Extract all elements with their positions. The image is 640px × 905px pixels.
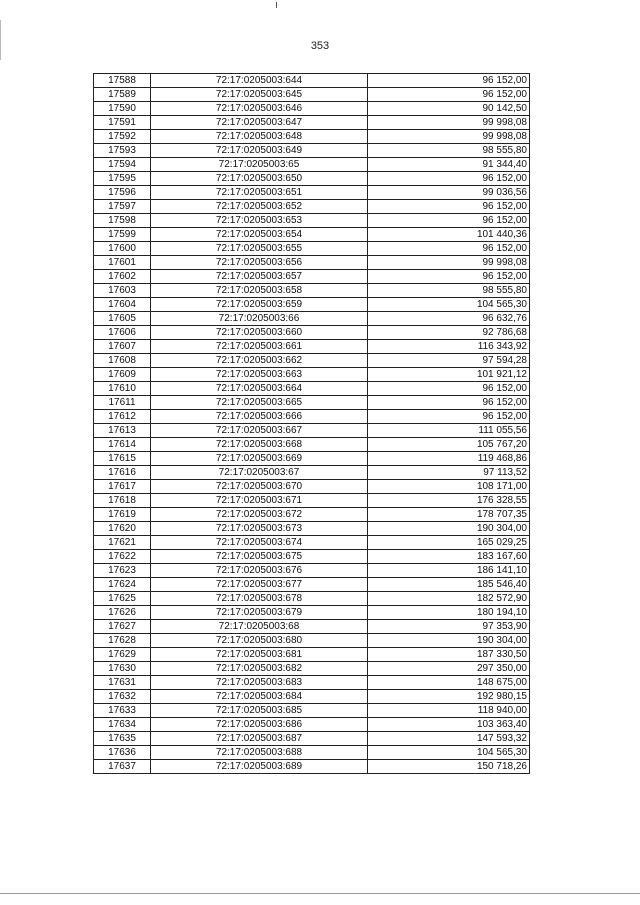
table-row (94, 74, 530, 88)
table-row (94, 620, 530, 634)
cadastral-number-cell: 72:17:0205003:65 (151, 158, 368, 172)
value-cell: 99 998,08 (368, 256, 530, 270)
table-row (94, 648, 530, 662)
cadastral-number-cell: 72:17:0205003:658 (151, 284, 368, 298)
row-number-cell: 17601 (94, 256, 151, 270)
table-row (94, 256, 530, 270)
row-number-cell: 17595 (94, 172, 151, 186)
row-number-cell: 17590 (94, 102, 151, 116)
cadastral-number-cell: 72:17:0205003:689 (151, 760, 368, 774)
value-cell: 96 152,00 (368, 382, 530, 396)
cadastral-number-cell: 72:17:0205003:685 (151, 704, 368, 718)
value-cell: 96 152,00 (368, 172, 530, 186)
value-cell: 96 152,00 (368, 242, 530, 256)
cadastral-number-cell: 72:17:0205003:68 (151, 620, 368, 634)
row-number-cell: 17634 (94, 718, 151, 732)
cadastral-number-cell: 72:17:0205003:667 (151, 424, 368, 438)
table-row (94, 242, 530, 256)
table-row (94, 200, 530, 214)
value-cell: 90 142,50 (368, 102, 530, 116)
row-number-cell: 17615 (94, 452, 151, 466)
cadastral-number-cell: 72:17:0205003:674 (151, 536, 368, 550)
row-number-cell: 17589 (94, 88, 151, 102)
table-row (94, 312, 530, 326)
row-number-cell: 17621 (94, 536, 151, 550)
table-row (94, 102, 530, 116)
row-number-cell: 17614 (94, 438, 151, 452)
cadastral-number-cell: 72:17:0205003:669 (151, 452, 368, 466)
row-number-cell: 17613 (94, 424, 151, 438)
cadastral-number-cell: 72:17:0205003:666 (151, 410, 368, 424)
cadastral-number-cell: 72:17:0205003:682 (151, 662, 368, 676)
value-cell: 96 152,00 (368, 396, 530, 410)
table-row (94, 634, 530, 648)
cadastral-number-cell: 72:17:0205003:659 (151, 298, 368, 312)
cadastral-number-cell: 72:17:0205003:686 (151, 718, 368, 732)
cadastral-number-cell: 72:17:0205003:649 (151, 144, 368, 158)
row-number-cell: 17609 (94, 368, 151, 382)
row-number-cell: 17631 (94, 676, 151, 690)
value-cell: 96 152,00 (368, 88, 530, 102)
table-row (94, 396, 530, 410)
table-row (94, 564, 530, 578)
value-cell: 178 707,35 (368, 508, 530, 522)
row-number-cell: 17637 (94, 760, 151, 774)
value-cell: 116 343,92 (368, 340, 530, 354)
value-cell: 119 468,86 (368, 452, 530, 466)
row-number-cell: 17624 (94, 578, 151, 592)
cadastral-number-cell: 72:17:0205003:660 (151, 326, 368, 340)
cadastral-number-cell: 72:17:0205003:678 (151, 592, 368, 606)
table-row (94, 382, 530, 396)
table-row (94, 410, 530, 424)
value-cell: 297 350,00 (368, 662, 530, 676)
page-bottom-edge (0, 893, 640, 894)
cadastral-number-cell: 72:17:0205003:644 (151, 74, 368, 88)
row-number-cell: 17630 (94, 662, 151, 676)
value-cell: 150 718,26 (368, 760, 530, 774)
table-row (94, 172, 530, 186)
table-row (94, 326, 530, 340)
row-number-cell: 17625 (94, 592, 151, 606)
value-cell: 147 593,32 (368, 732, 530, 746)
table-row (94, 760, 530, 774)
cadastral-number-cell: 72:17:0205003:656 (151, 256, 368, 270)
row-number-cell: 17607 (94, 340, 151, 354)
table-row (94, 186, 530, 200)
row-number-cell: 17636 (94, 746, 151, 760)
table-row (94, 130, 530, 144)
cadastral-number-cell: 72:17:0205003:673 (151, 522, 368, 536)
table-row (94, 158, 530, 172)
value-cell: 192 980,15 (368, 690, 530, 704)
row-number-cell: 17608 (94, 354, 151, 368)
table-row (94, 298, 530, 312)
row-number-cell: 17610 (94, 382, 151, 396)
row-number-cell: 17620 (94, 522, 151, 536)
table-row (94, 690, 530, 704)
value-cell: 99 998,08 (368, 130, 530, 144)
cadastral-number-cell: 72:17:0205003:654 (151, 228, 368, 242)
value-cell: 176 328,55 (368, 494, 530, 508)
table-row (94, 452, 530, 466)
row-number-cell: 17603 (94, 284, 151, 298)
value-cell: 99 036,56 (368, 186, 530, 200)
cadastral-number-cell: 72:17:0205003:661 (151, 340, 368, 354)
cadastral-number-cell: 72:17:0205003:651 (151, 186, 368, 200)
row-number-cell: 17632 (94, 690, 151, 704)
table-row (94, 508, 530, 522)
value-cell: 186 141,10 (368, 564, 530, 578)
page-number: 353 (310, 40, 330, 52)
value-cell: 97 113,52 (368, 466, 530, 480)
row-number-cell: 17597 (94, 200, 151, 214)
table-row (94, 746, 530, 760)
cadastral-number-cell: 72:17:0205003:648 (151, 130, 368, 144)
table-row (94, 606, 530, 620)
value-cell: 96 632,76 (368, 312, 530, 326)
table-row (94, 578, 530, 592)
cadastral-number-cell: 72:17:0205003:668 (151, 438, 368, 452)
value-cell: 97 353,90 (368, 620, 530, 634)
cadastral-number-cell: 72:17:0205003:680 (151, 634, 368, 648)
row-number-cell: 17622 (94, 550, 151, 564)
row-number-cell: 17629 (94, 648, 151, 662)
value-cell: 148 675,00 (368, 676, 530, 690)
cadastral-number-cell: 72:17:0205003:664 (151, 382, 368, 396)
value-cell: 96 152,00 (368, 200, 530, 214)
row-number-cell: 17619 (94, 508, 151, 522)
table-row (94, 718, 530, 732)
table-row (94, 550, 530, 564)
value-cell: 185 546,40 (368, 578, 530, 592)
row-number-cell: 17598 (94, 214, 151, 228)
row-number-cell: 17618 (94, 494, 151, 508)
table-row (94, 522, 530, 536)
row-number-cell: 17600 (94, 242, 151, 256)
cadastral-number-cell: 72:17:0205003:66 (151, 312, 368, 326)
table-row (94, 340, 530, 354)
row-number-cell: 17633 (94, 704, 151, 718)
row-number-cell: 17635 (94, 732, 151, 746)
value-cell: 183 167,60 (368, 550, 530, 564)
value-cell: 104 565,30 (368, 746, 530, 760)
row-number-cell: 17606 (94, 326, 151, 340)
table-row (94, 676, 530, 690)
cadastral-number-cell: 72:17:0205003:653 (151, 214, 368, 228)
cadastral-number-cell: 72:17:0205003:655 (151, 242, 368, 256)
value-cell: 182 572,90 (368, 592, 530, 606)
table-row (94, 284, 530, 298)
cadastral-number-cell: 72:17:0205003:675 (151, 550, 368, 564)
table-row (94, 592, 530, 606)
cadastral-number-cell: 72:17:0205003:652 (151, 200, 368, 214)
cadastral-number-cell: 72:17:0205003:688 (151, 746, 368, 760)
value-cell: 104 565,30 (368, 298, 530, 312)
row-number-cell: 17591 (94, 116, 151, 130)
table-row (94, 228, 530, 242)
value-cell: 92 786,68 (368, 326, 530, 340)
cadastral-number-cell: 72:17:0205003:645 (151, 88, 368, 102)
value-cell: 99 998,08 (368, 116, 530, 130)
cadastral-number-cell: 72:17:0205003:665 (151, 396, 368, 410)
cadastral-number-cell: 72:17:0205003:647 (151, 116, 368, 130)
row-number-cell: 17623 (94, 564, 151, 578)
table-row (94, 270, 530, 284)
value-cell: 96 152,00 (368, 270, 530, 284)
table-row (94, 368, 530, 382)
cadastral-number-cell: 72:17:0205003:657 (151, 270, 368, 284)
value-cell: 108 171,00 (368, 480, 530, 494)
table-row (94, 466, 530, 480)
value-cell: 165 029,25 (368, 536, 530, 550)
cadastral-number-cell: 72:17:0205003:676 (151, 564, 368, 578)
cadastral-number-cell: 72:17:0205003:677 (151, 578, 368, 592)
cadastral-number-cell: 72:17:0205003:679 (151, 606, 368, 620)
value-cell: 101 921,12 (368, 368, 530, 382)
cadastral-number-cell: 72:17:0205003:672 (151, 508, 368, 522)
table-row (94, 704, 530, 718)
row-number-cell: 17605 (94, 312, 151, 326)
value-cell: 190 304,00 (368, 634, 530, 648)
cadastral-number-cell: 72:17:0205003:681 (151, 648, 368, 662)
row-number-cell: 17617 (94, 480, 151, 494)
row-number-cell: 17612 (94, 410, 151, 424)
value-cell: 98 555,80 (368, 284, 530, 298)
value-cell: 96 152,00 (368, 214, 530, 228)
row-number-cell: 17626 (94, 606, 151, 620)
value-cell: 91 344,40 (368, 158, 530, 172)
value-cell: 187 330,50 (368, 648, 530, 662)
value-cell: 96 152,00 (368, 74, 530, 88)
table-row (94, 88, 530, 102)
table-row (94, 480, 530, 494)
cadastral-number-cell: 72:17:0205003:663 (151, 368, 368, 382)
cadastral-number-cell: 72:17:0205003:687 (151, 732, 368, 746)
table-row (94, 354, 530, 368)
row-number-cell: 17599 (94, 228, 151, 242)
cadastral-number-cell: 72:17:0205003:650 (151, 172, 368, 186)
table-row (94, 144, 530, 158)
value-cell: 97 594,28 (368, 354, 530, 368)
cadastral-number-cell: 72:17:0205003:67 (151, 466, 368, 480)
row-number-cell: 17604 (94, 298, 151, 312)
table-row (94, 214, 530, 228)
row-number-cell: 17592 (94, 130, 151, 144)
value-cell: 98 555,80 (368, 144, 530, 158)
value-cell: 101 440,36 (368, 228, 530, 242)
row-number-cell: 17616 (94, 466, 151, 480)
table-row (94, 424, 530, 438)
table-row (94, 536, 530, 550)
registry-table (93, 73, 530, 774)
row-number-cell: 17628 (94, 634, 151, 648)
row-number-cell: 17611 (94, 396, 151, 410)
row-number-cell: 17588 (94, 74, 151, 88)
cadastral-number-cell: 72:17:0205003:684 (151, 690, 368, 704)
registry-table-body (94, 74, 530, 774)
table-row (94, 662, 530, 676)
value-cell: 111 055,56 (368, 424, 530, 438)
cadastral-number-cell: 72:17:0205003:683 (151, 676, 368, 690)
cadastral-number-cell: 72:17:0205003:662 (151, 354, 368, 368)
row-number-cell: 17602 (94, 270, 151, 284)
value-cell: 118 940,00 (368, 704, 530, 718)
row-number-cell: 17627 (94, 620, 151, 634)
row-number-cell: 17593 (94, 144, 151, 158)
table-row (94, 732, 530, 746)
table-row (94, 494, 530, 508)
value-cell: 103 363,40 (368, 718, 530, 732)
value-cell: 96 152,00 (368, 410, 530, 424)
cadastral-number-cell: 72:17:0205003:646 (151, 102, 368, 116)
table-row (94, 438, 530, 452)
scan-artifact-top (276, 2, 277, 8)
value-cell: 180 194,10 (368, 606, 530, 620)
row-number-cell: 17594 (94, 158, 151, 172)
cadastral-number-cell: 72:17:0205003:671 (151, 494, 368, 508)
cadastral-number-cell: 72:17:0205003:670 (151, 480, 368, 494)
value-cell: 105 767,20 (368, 438, 530, 452)
scan-artifact-left (0, 20, 1, 60)
row-number-cell: 17596 (94, 186, 151, 200)
value-cell: 190 304,00 (368, 522, 530, 536)
table-row (94, 116, 530, 130)
